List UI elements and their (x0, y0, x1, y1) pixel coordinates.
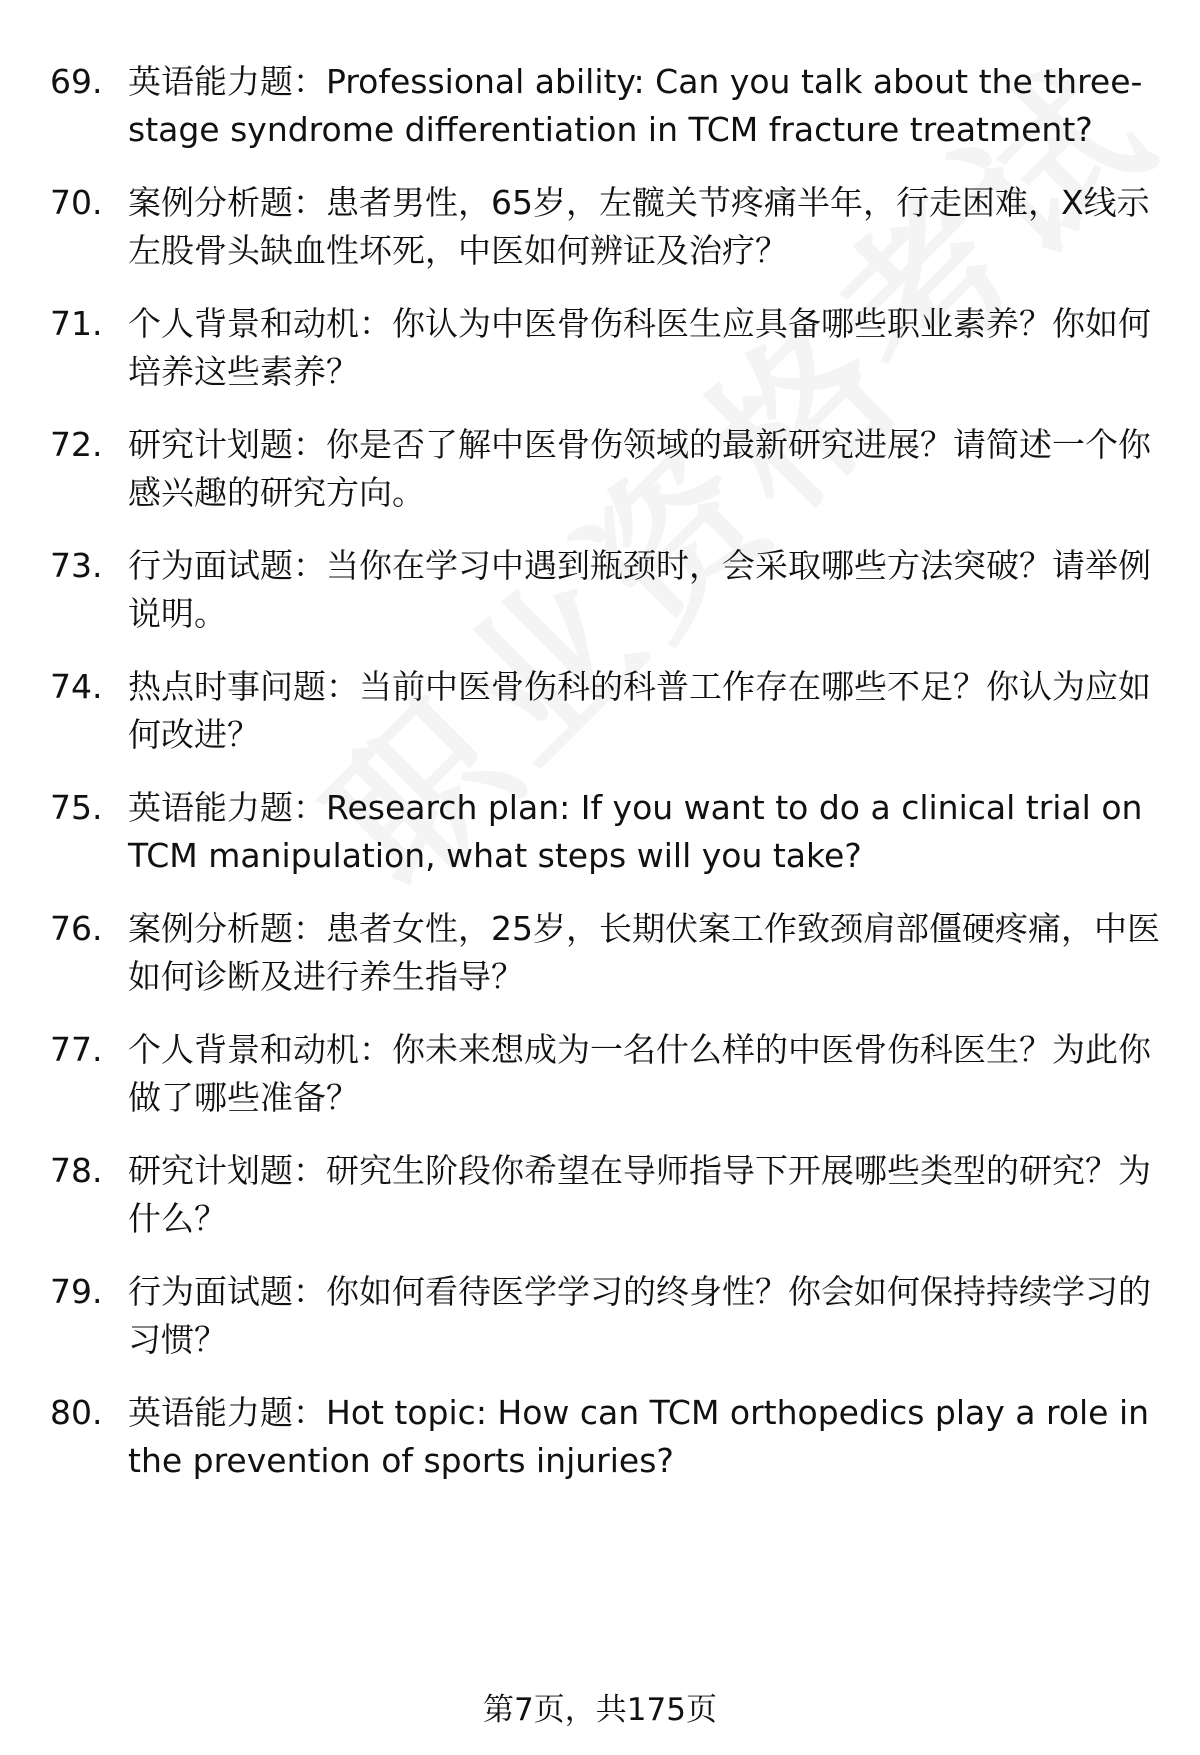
question-number: 80. (50, 1393, 103, 1432)
question-number: 73. (50, 546, 103, 585)
question-text: 行为面试题：当你在学习中遇到瓶颈时，会采取哪些方法突破？请举例说明。 (128, 546, 1151, 633)
question-text: 个人背景和动机：你认为中医骨伤科医生应具备哪些职业素养？你如何培养这些素养？ (128, 304, 1151, 391)
question-text: 行为面试题：你如何看待医学学习的终身性？你会如何保持持续学习的习惯？ (128, 1272, 1151, 1359)
question-number: 79. (50, 1272, 103, 1311)
question-text: 案例分析题：患者男性，65岁，左髋关节疼痛半年，行走困难，X线示左股骨头缺血性坏死，中医如何辨证及治疗？ (128, 183, 1150, 270)
question-item (0, 542, 1200, 663)
question-text: 案例分析题：患者女性，25岁，长期伏案工作致颈肩部僵硬疼痛，中医如何诊断及进行养生指导？ (128, 909, 1160, 996)
question-number: 70. (50, 183, 103, 222)
question-item (0, 1147, 1200, 1268)
question-item (0, 905, 1200, 1026)
question-text: 英语能力题：Hot topic: How can TCM orthopedics play a role in the prevention of sports injuries? (128, 1393, 1150, 1480)
question-item (0, 663, 1200, 784)
question-list (0, 58, 1200, 1510)
question-number: 72. (50, 425, 103, 464)
question-item (0, 58, 1200, 179)
question-text: 英语能力题：Professional ability: Can you talk about the three-stage syndrome differentiation in TCM fracture treatment? (128, 62, 1143, 149)
question-text: 热点时事问题：当前中医骨伤科的科普工作存在哪些不足？你认为应如何改进？ (128, 667, 1151, 754)
page-footer: 第7页，共175页 (483, 1692, 717, 1728)
question-item (0, 421, 1200, 542)
question-text: 研究计划题：你是否了解中医骨伤领域的最新研究进展？请简述一个你感兴趣的研究方向。 (128, 425, 1151, 512)
question-text: 研究计划题：研究生阶段你希望在导师指导下开展哪些类型的研究？为什么？ (128, 1151, 1151, 1238)
question-number: 75. (50, 788, 103, 827)
question-number: 74. (50, 667, 103, 706)
question-item (0, 1268, 1200, 1389)
question-number: 76. (50, 909, 103, 948)
question-text: 个人背景和动机：你未来想成为一名什么样的中医骨伤科医生？为此你做了哪些准备？ (128, 1030, 1151, 1117)
question-number: 77. (50, 1030, 103, 1069)
question-item (0, 179, 1200, 300)
question-number: 69. (50, 62, 103, 101)
question-item (0, 1026, 1200, 1147)
question-item (0, 1389, 1200, 1510)
question-text: 英语能力题：Research plan: If you want to do a clinical trial on TCM manipulation, what steps will you take? (128, 788, 1143, 875)
question-item (0, 784, 1200, 905)
question-item (0, 300, 1200, 421)
question-number: 78. (50, 1151, 103, 1190)
question-number: 71. (50, 304, 103, 343)
